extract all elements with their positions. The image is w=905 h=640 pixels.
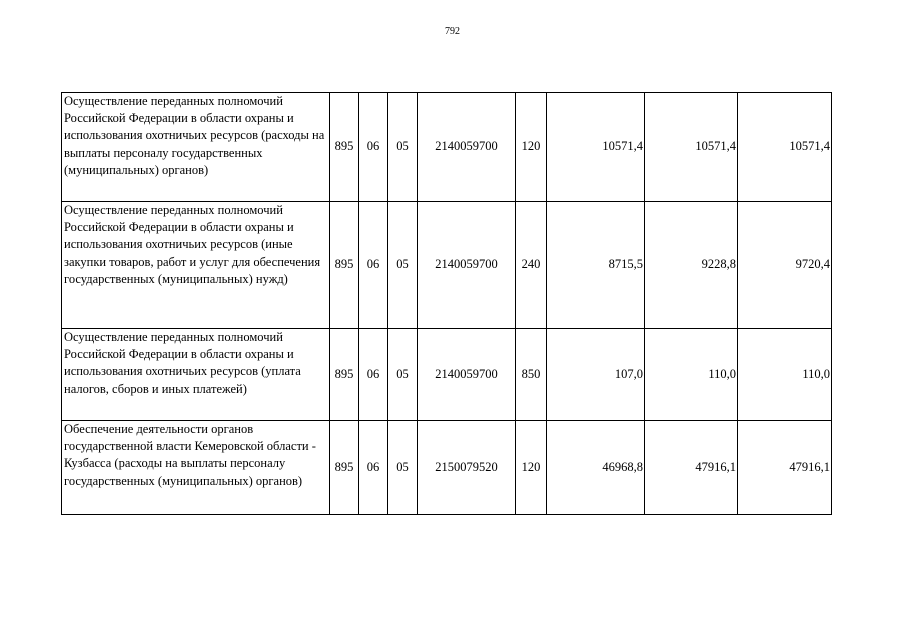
subsection-code: 05	[388, 93, 418, 202]
amount-year-1: 46968,8	[547, 421, 645, 515]
target-article-code: 2140059700	[418, 329, 516, 421]
amount-year-3: 47916,1	[738, 421, 832, 515]
budget-table	[61, 92, 832, 515]
amount-year-3: 110,0	[738, 329, 832, 421]
amount-year-1: 10571,4	[547, 93, 645, 202]
amount-year-1: 107,0	[547, 329, 645, 421]
ministry-code: 895	[330, 202, 359, 329]
table-row	[62, 93, 832, 202]
subsection-code: 05	[388, 421, 418, 515]
expense-type-code: 850	[516, 329, 547, 421]
table-row	[62, 329, 832, 421]
row-description: Осуществление переданных полномочий Российской Федерации в области охраны и использования охотничьих ресурсов (расходы на выплаты персоналу государственных (муниципальных) органов)	[62, 93, 330, 202]
amount-year-2: 110,0	[645, 329, 738, 421]
ministry-code: 895	[330, 421, 359, 515]
amount-year-2: 9228,8	[645, 202, 738, 329]
amount-year-3: 10571,4	[738, 93, 832, 202]
target-article-code: 2150079520	[418, 421, 516, 515]
page-number: 792	[445, 26, 460, 37]
amount-year-2: 10571,4	[645, 93, 738, 202]
row-description: Осуществление переданных полномочий Российской Федерации в области охраны и использования охотничьих ресурсов (уплата налогов, сборов и иных платежей)	[62, 329, 330, 421]
section-code: 06	[359, 202, 388, 329]
expense-type-code: 120	[516, 93, 547, 202]
subsection-code: 05	[388, 202, 418, 329]
row-description: Обеспечение деятельности органов государственной власти Кемеровской области - Кузбасса (расходы на выплаты персоналу государственных (муниципальных) органов)	[62, 421, 330, 515]
amount-year-3: 9720,4	[738, 202, 832, 329]
amount-year-1: 8715,5	[547, 202, 645, 329]
ministry-code: 895	[330, 329, 359, 421]
table-row	[62, 421, 832, 515]
table-row	[62, 202, 832, 329]
ministry-code: 895	[330, 93, 359, 202]
section-code: 06	[359, 329, 388, 421]
expense-type-code: 240	[516, 202, 547, 329]
row-description: Осуществление переданных полномочий Российской Федерации в области охраны и использования охотничьих ресурсов (иные закупки товаров, работ и услуг для обеспечения государственных (муниципальных) нужд)	[62, 202, 330, 329]
target-article-code: 2140059700	[418, 93, 516, 202]
section-code: 06	[359, 421, 388, 515]
section-code: 06	[359, 93, 388, 202]
subsection-code: 05	[388, 329, 418, 421]
amount-year-2: 47916,1	[645, 421, 738, 515]
expense-type-code: 120	[516, 421, 547, 515]
target-article-code: 2140059700	[418, 202, 516, 329]
